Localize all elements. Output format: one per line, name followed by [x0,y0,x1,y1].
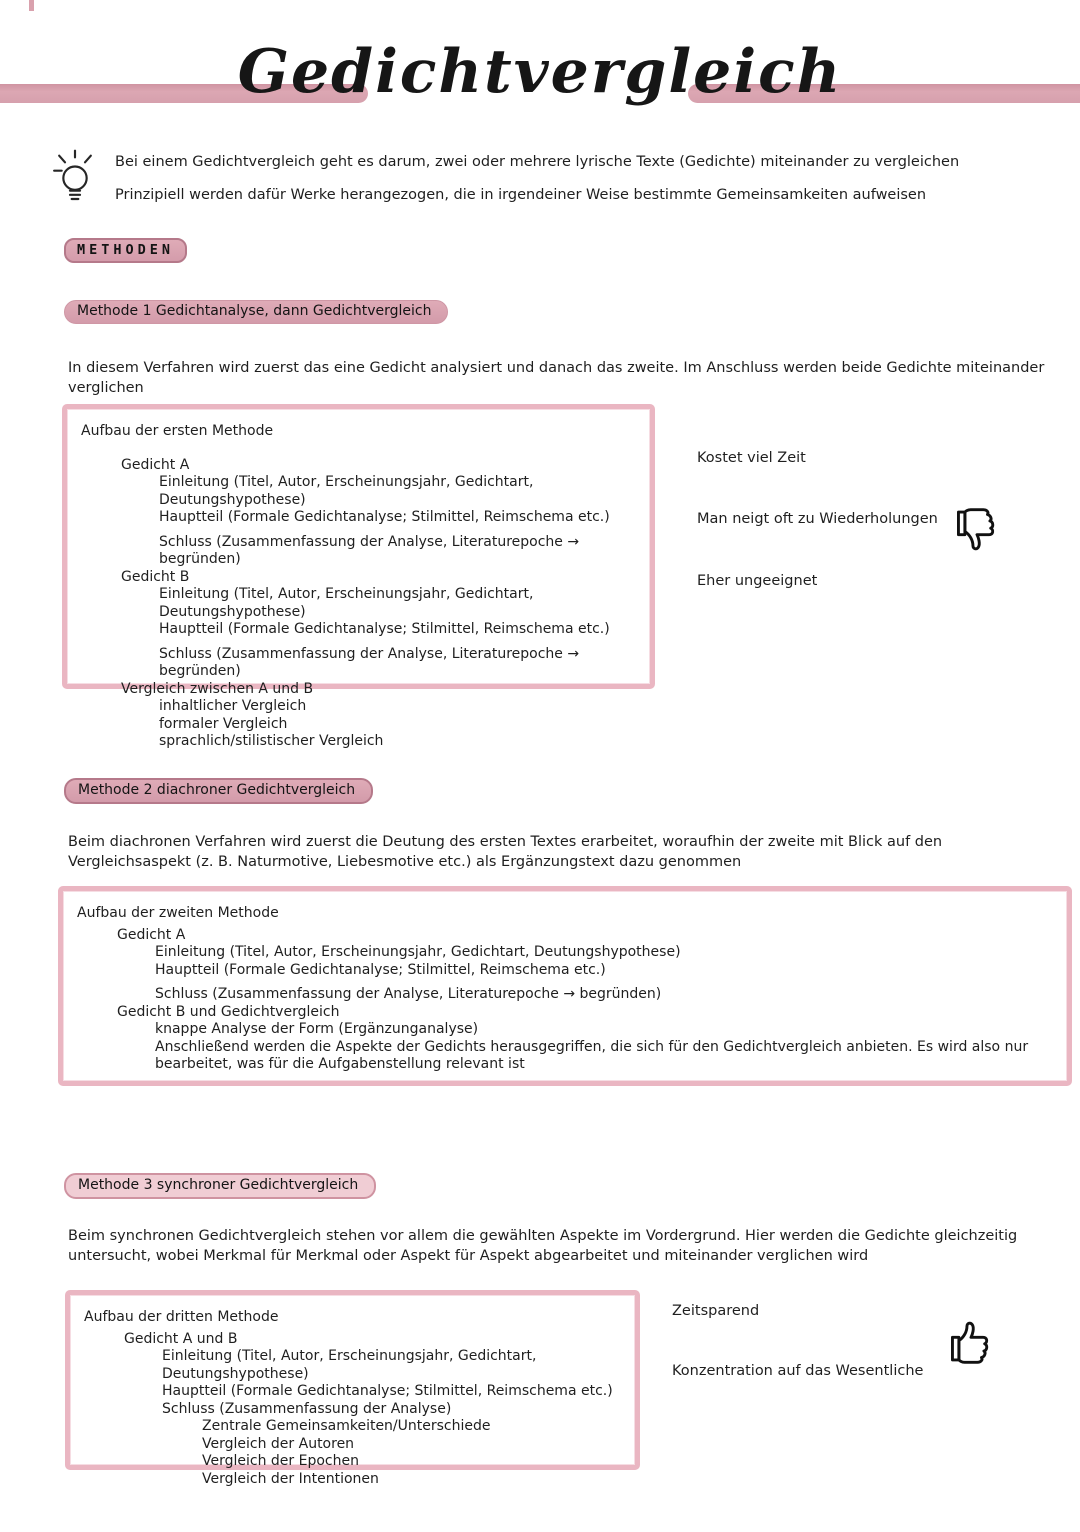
box-line: Vergleich der Epochen [202,1453,359,1469]
thumbs-up-icon [945,1318,997,1372]
box-line: sprachlich/stilistischer Vergleich [159,733,384,749]
method-3-box [65,1290,640,1487]
box-line: Gedicht A [121,456,190,473]
intro-line-1: Bei einem Gedichtvergleich geht es darum, zwei oder mehrere lyrische Texte (Gedichte) miteinander zu vergleichen [115,154,960,170]
methods-section-label: METHODEN [64,238,187,263]
box-line: Hauptteil (Formale Gedichtanalyse; Stilmittel, Reimschema etc.) [155,961,606,978]
box-line: Vergleich zwischen A und B [121,680,314,697]
box-line: Gedicht A [117,926,186,943]
box-line: knappe Analyse der Form (Ergänzunganalyse) [155,1021,479,1037]
thumbs-down-icon [951,500,1003,554]
method-3-note: Konzentration auf das Wesentliche [672,1363,924,1379]
box-line: Schluss (Zusammenfassung der Analyse, Literaturepoche → begründen) [159,645,580,679]
box-line: Einleitung (Titel, Autor, Erscheinungsjahr, Gedichtart, Deutungshypothese) [155,944,681,960]
method-1-note: Eher ungeeignet [697,573,818,589]
box-line: Schluss (Zusammenfassung der Analyse) [162,1400,452,1417]
box-line: Gedicht A und B [124,1330,238,1347]
box-line: formaler Vergleich [159,715,288,732]
box-line: Vergleich der Autoren [202,1435,355,1452]
box-line: Hauptteil (Formale Gedichtanalyse; Stilmittel, Reimschema etc.) [162,1383,613,1399]
box-line: inhaltlicher Vergleich [159,698,307,714]
box-title: Aufbau der zweiten Methode [77,905,279,921]
method-3-pill: Methode 3 synchroner Gedichtvergleich [64,1173,376,1199]
method-1-note: Kostet viel Zeit [697,450,806,466]
corner-mark [29,0,34,11]
method-3-description: Beim synchronen Gedichtvergleich stehen vor allem die gewählten Aspekte im Vordergrund. Hier werden die Gedichte gleichzeitig untersucht, wobei Merkmal für Merkmal oder Aspekt für Aspekt abgearbeitet und miteinander verglichen wird [68,1228,1018,1264]
method-1-description: In diesem Verfahren wird zuerst das eine Gedicht analysiert und danach das zweite. Im Anschluss werden beide Gedichte miteinander verglichen [68,360,1045,396]
box-line: Anschließend werden die Aspekte der Gedichts herausgegriffen, die sich für den Gedichtvergleich anbieten. Es wird also nur bearbeitet, was für die Aufgabenstellung relevant ist [155,1038,1029,1072]
method-2-pill: Methode 2 diachroner Gedichtvergleich [64,778,373,804]
box-line: Hauptteil (Formale Gedichtanalyse; Stilmittel, Reimschema etc.) [159,509,610,525]
box-line: Einleitung (Titel, Autor, Erscheinungsjahr, Gedichtart, Deutungshypothese) [162,1348,537,1382]
method-1-note: Man neigt oft zu Wiederholungen [697,511,938,527]
lightbulb-icon [50,148,100,214]
method-1-box [62,404,655,749]
box-line: Vergleich der Intentionen [202,1470,379,1487]
box-line: Gedicht B [121,568,190,585]
method-2-box [58,886,1072,1086]
box-line: Schluss (Zusammenfassung der Analyse, Literaturepoche → begründen) [159,533,580,567]
box-title: Aufbau der ersten Methode [81,423,274,439]
box-line: Zentrale Gemeinsamkeiten/Unterschiede [202,1418,491,1434]
box-line: Schluss (Zusammenfassung der Analyse, Literaturepoche → begründen) [155,986,662,1002]
intro-line-2: Prinzipiell werden dafür Werke herangezogen, die in irgendeiner Weise bestimmte Gemeinsamkeiten aufweisen [115,187,927,203]
method-1-pill: Methode 1 Gedichtanalyse, dann Gedichtvergleich [64,300,448,324]
box-line: Hauptteil (Formale Gedichtanalyse; Stilmittel, Reimschema etc.) [159,621,610,637]
page-title: Gedichtvergleich [237,37,843,107]
box-line: Einleitung (Titel, Autor, Erscheinungsjahr, Gedichtart, Deutungshypothese) [159,474,534,508]
method-2-description: Beim diachronen Verfahren wird zuerst die Deutung des ersten Textes erarbeitet, woraufhin der zweite mit Blick auf den Vergleichsaspekt (z. B. Naturmotive, Liebesmotive etc.) als Ergänzungstext dazu genommen [68,834,943,870]
box-line: Gedicht B und Gedichtvergleich [117,1003,340,1020]
box-title: Aufbau der dritten Methode [84,1309,279,1325]
box-line: Einleitung (Titel, Autor, Erscheinungsjahr, Gedichtart, Deutungshypothese) [159,586,534,620]
method-3-note: Zeitsparend [672,1303,760,1319]
